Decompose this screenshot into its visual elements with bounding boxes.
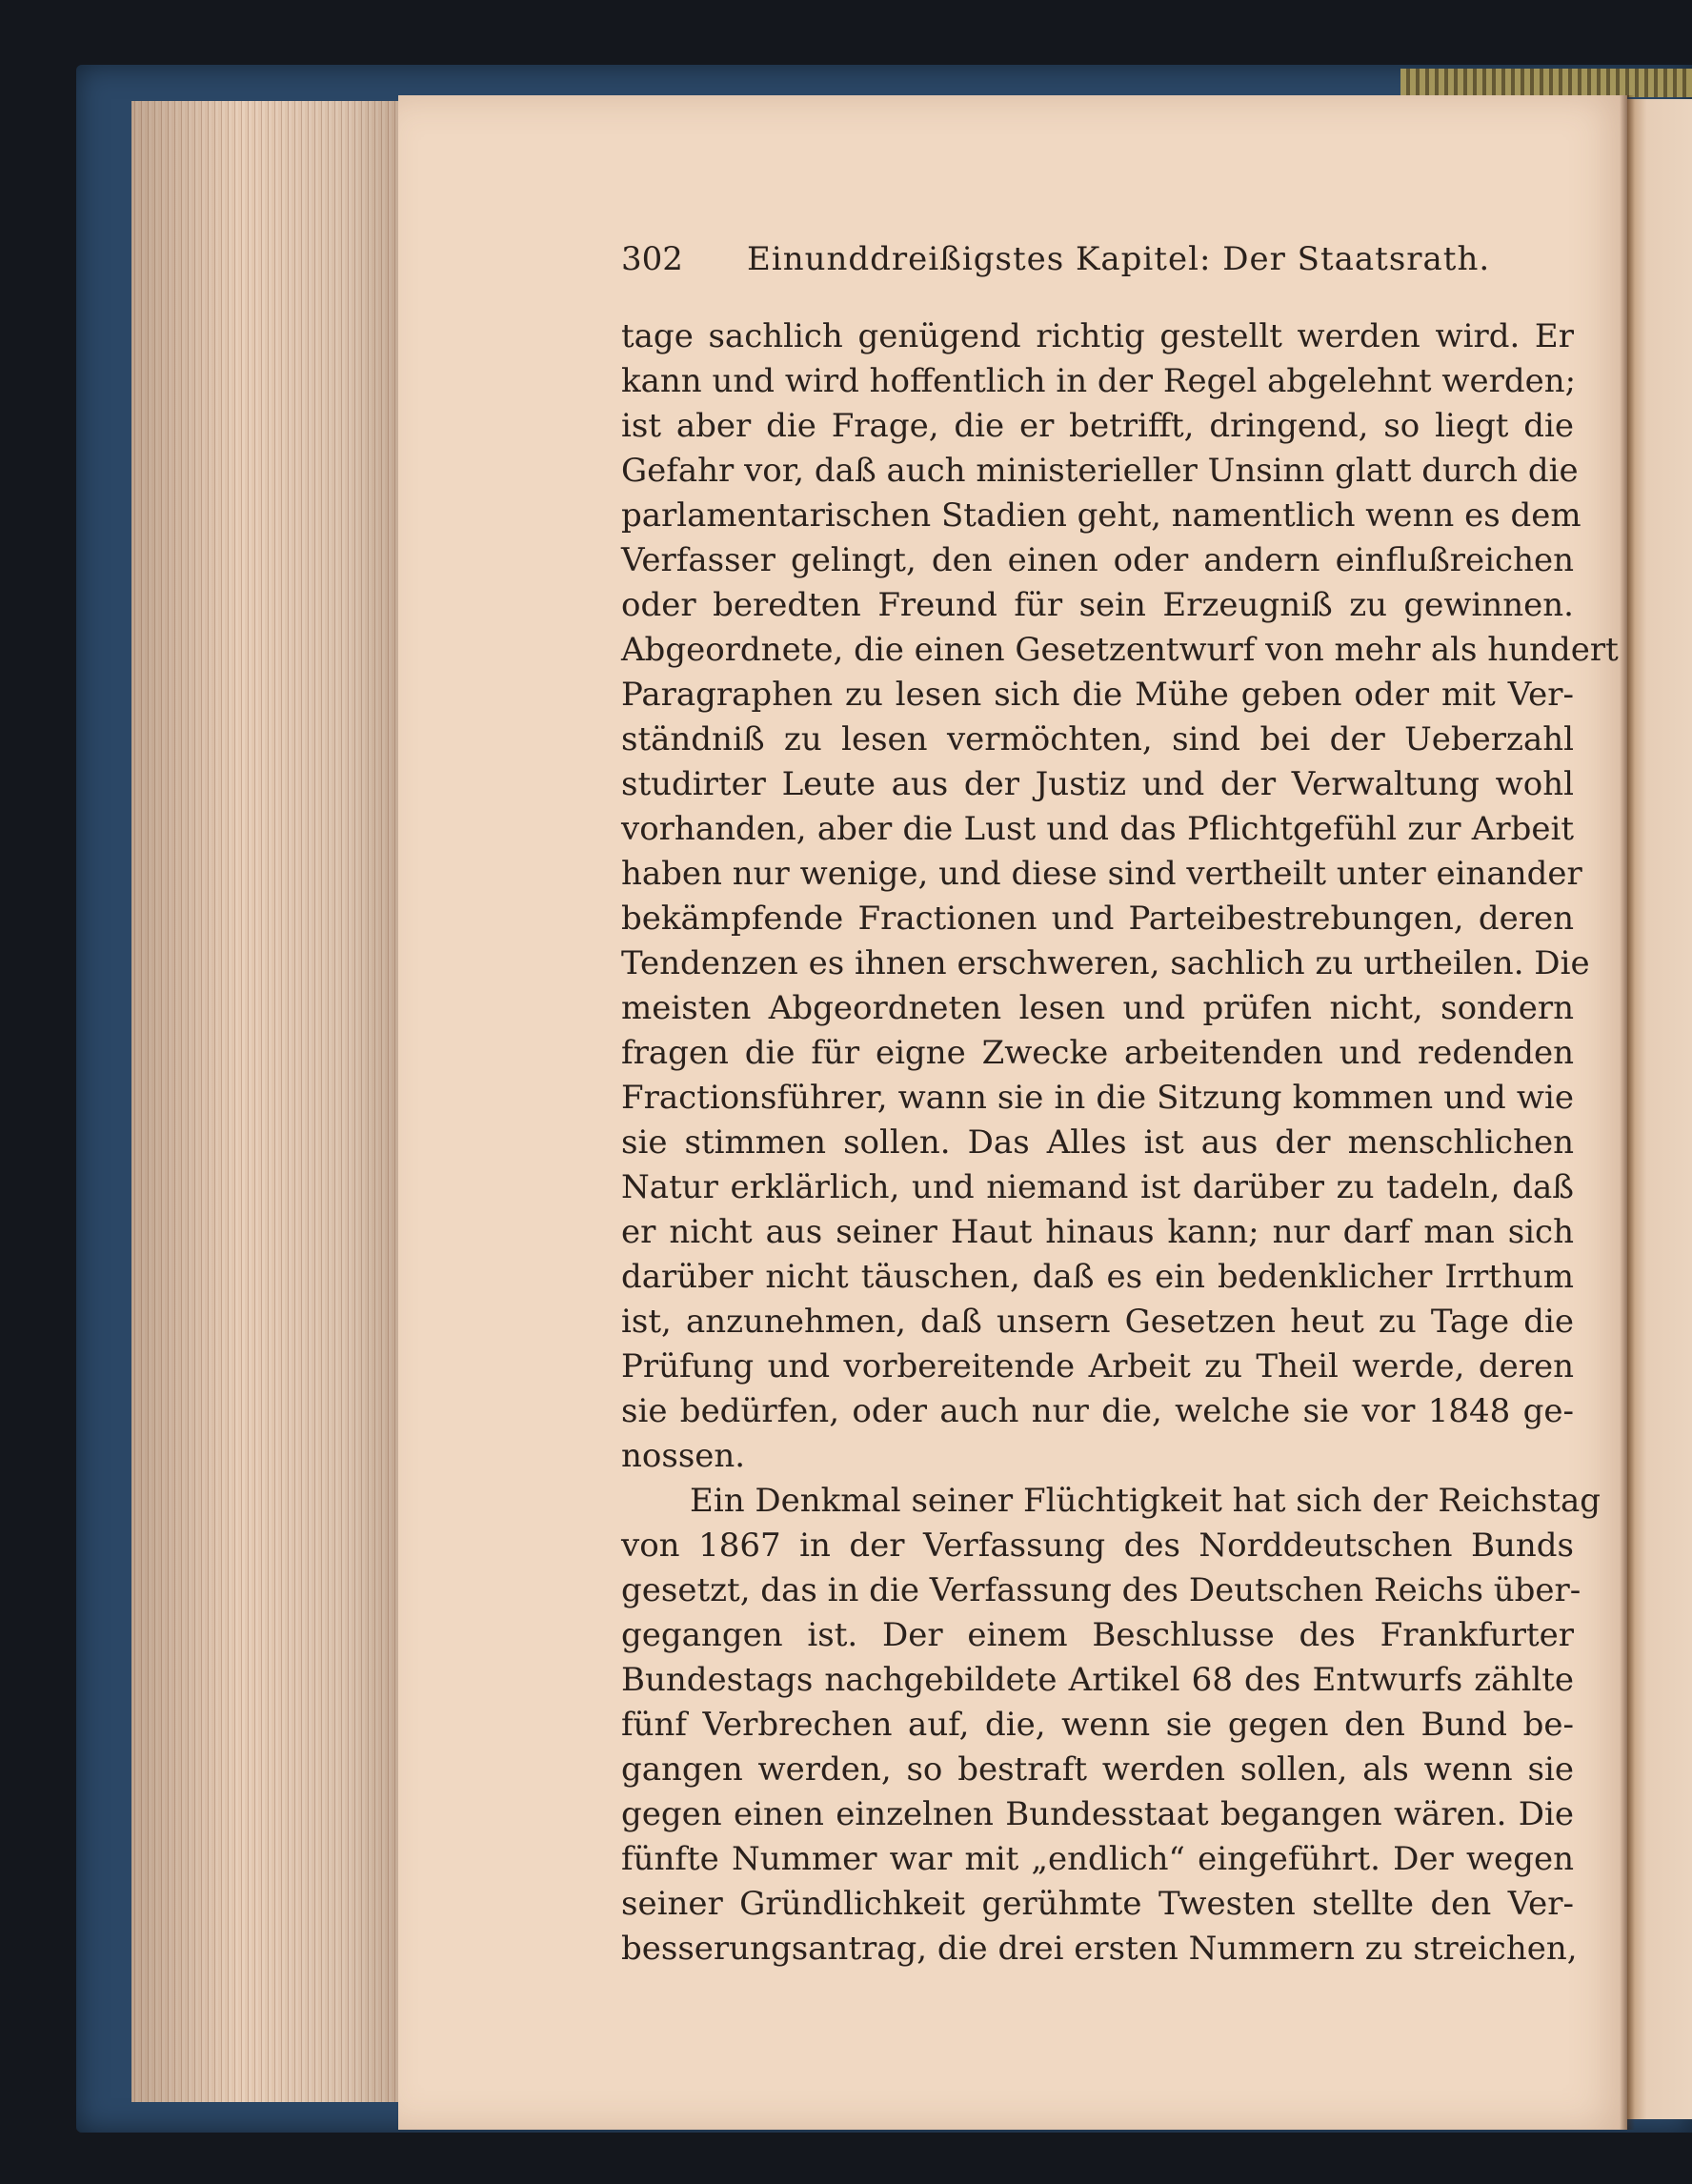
text-line: ist, anzunehmen, daß unsern Gesetzen heut zu Tage die [621,1303,1574,1341]
text-line: ständniß zu lesen vermöchten, sind bei der Ueberzahl [621,720,1574,758]
text-line: gegangen ist. Der einem Beschlusse des Frankfurter [621,1616,1574,1654]
text-line: seiner Gründlichkeit gerühmte Twesten stellte den Ver- [621,1885,1574,1923]
text-line: Tendenzen es ihnen erschweren, sachlich zu urtheilen. Die [621,944,1590,982]
text-line: Gefahr vor, daß auch ministerieller Unsinn glatt durch die [621,452,1579,490]
text-line: besserungsantrag, die drei ersten Nummern zu streichen, [621,1930,1578,1968]
text-line: fünfte Nummer war mit „endlich“ eingeführt. Der wegen [621,1840,1574,1878]
text-line: kann und wird hoffentlich in der Regel abgelehnt werden; [621,362,1577,400]
text-line: gegen einen einzelnen Bundesstaat begangen wären. Die [621,1795,1574,1833]
text-line: er nicht aus seiner Haut hinaus kann; nur darf man sich [621,1213,1574,1251]
text-line: gangen werden, so bestraft werden sollen, als wenn sie [621,1750,1574,1789]
text-line: fragen die für eigne Zwecke arbeitenden und redenden [621,1034,1574,1072]
page-gutter [1620,95,1635,2130]
body-text [621,314,1619,1972]
text-line: Bundestags nachgebildete Artikel 68 des Entwurfs zählte [621,1661,1574,1699]
text-line: Verfasser gelingt, den einen oder andern einflußreichen [621,541,1574,579]
text-line: Fractionsführer, wann sie in die Sitzung kommen und wie [621,1079,1574,1117]
text-line: darüber nicht täuschen, daß es ein bedenklicher Irrthum [621,1258,1574,1296]
text-line: sie bedürfen, oder auch nur die, welche sie vor 1848 ge- [621,1392,1574,1430]
cover-gilt-edge [1400,69,1692,97]
text-line: gesetzt, das in die Verfassung des Deutschen Reichs über- [621,1571,1581,1609]
text-line: fünf Verbrechen auf, die, wenn sie gegen den Bund be- [621,1706,1574,1744]
text-line-paragraph-start: Ein Denkmal seiner Flüchtigkeit hat sich der Reichstag [690,1482,1601,1520]
text-line: Paragraphen zu lesen sich die Mühe geben oder mit Ver- [621,676,1574,714]
running-header [621,240,1583,284]
text-line: meisten Abgeordneten lesen und prüfen nicht, sondern [621,989,1574,1027]
text-line: oder beredten Freund für sein Erzeugniß zu gewinnen. [621,586,1574,624]
text-line: Natur erklärlich, und niemand ist darüber zu tadeln, daß [621,1168,1574,1206]
text-line: Abgeordnete, die einen Gesetzentwurf von mehr als hundert [621,631,1619,669]
text-line: von 1867 in der Verfassung des Norddeutschen Bunds [621,1527,1574,1565]
text-line: bekämpfende Fractionen und Parteibestrebungen, deren [621,900,1574,938]
text-line: tage sachlich genügend richtig gestellt werden wird. Er [621,317,1574,355]
text-line: vorhanden, aber die Lust und das Pflichtgefühl zur Arbeit [621,810,1574,848]
facing-page-edge [1627,99,1692,2119]
text-line: sie stimmen sollen. Das Alles ist aus der menschlichen [621,1123,1574,1162]
page-number: 302 [621,240,683,278]
text-line: studirter Leute aus der Justiz und der Verwaltung wohl [621,765,1574,803]
text-line: parlamentarischen Stadien geht, namentlich wenn es dem [621,496,1581,535]
text-line: nossen. [621,1437,746,1475]
page-block-shade [131,101,403,2102]
text-line: ist aber die Frage, die er betrifft, dringend, so liegt die [621,407,1574,445]
text-line: haben nur wenige, und diese sind vertheilt unter einander [621,855,1582,893]
text-line: Prüfung und vorbereitende Arbeit zu Theil werde, deren [621,1347,1574,1385]
running-title: Einunddreißigstes Kapitel: Der Staatsrath. [747,240,1491,278]
